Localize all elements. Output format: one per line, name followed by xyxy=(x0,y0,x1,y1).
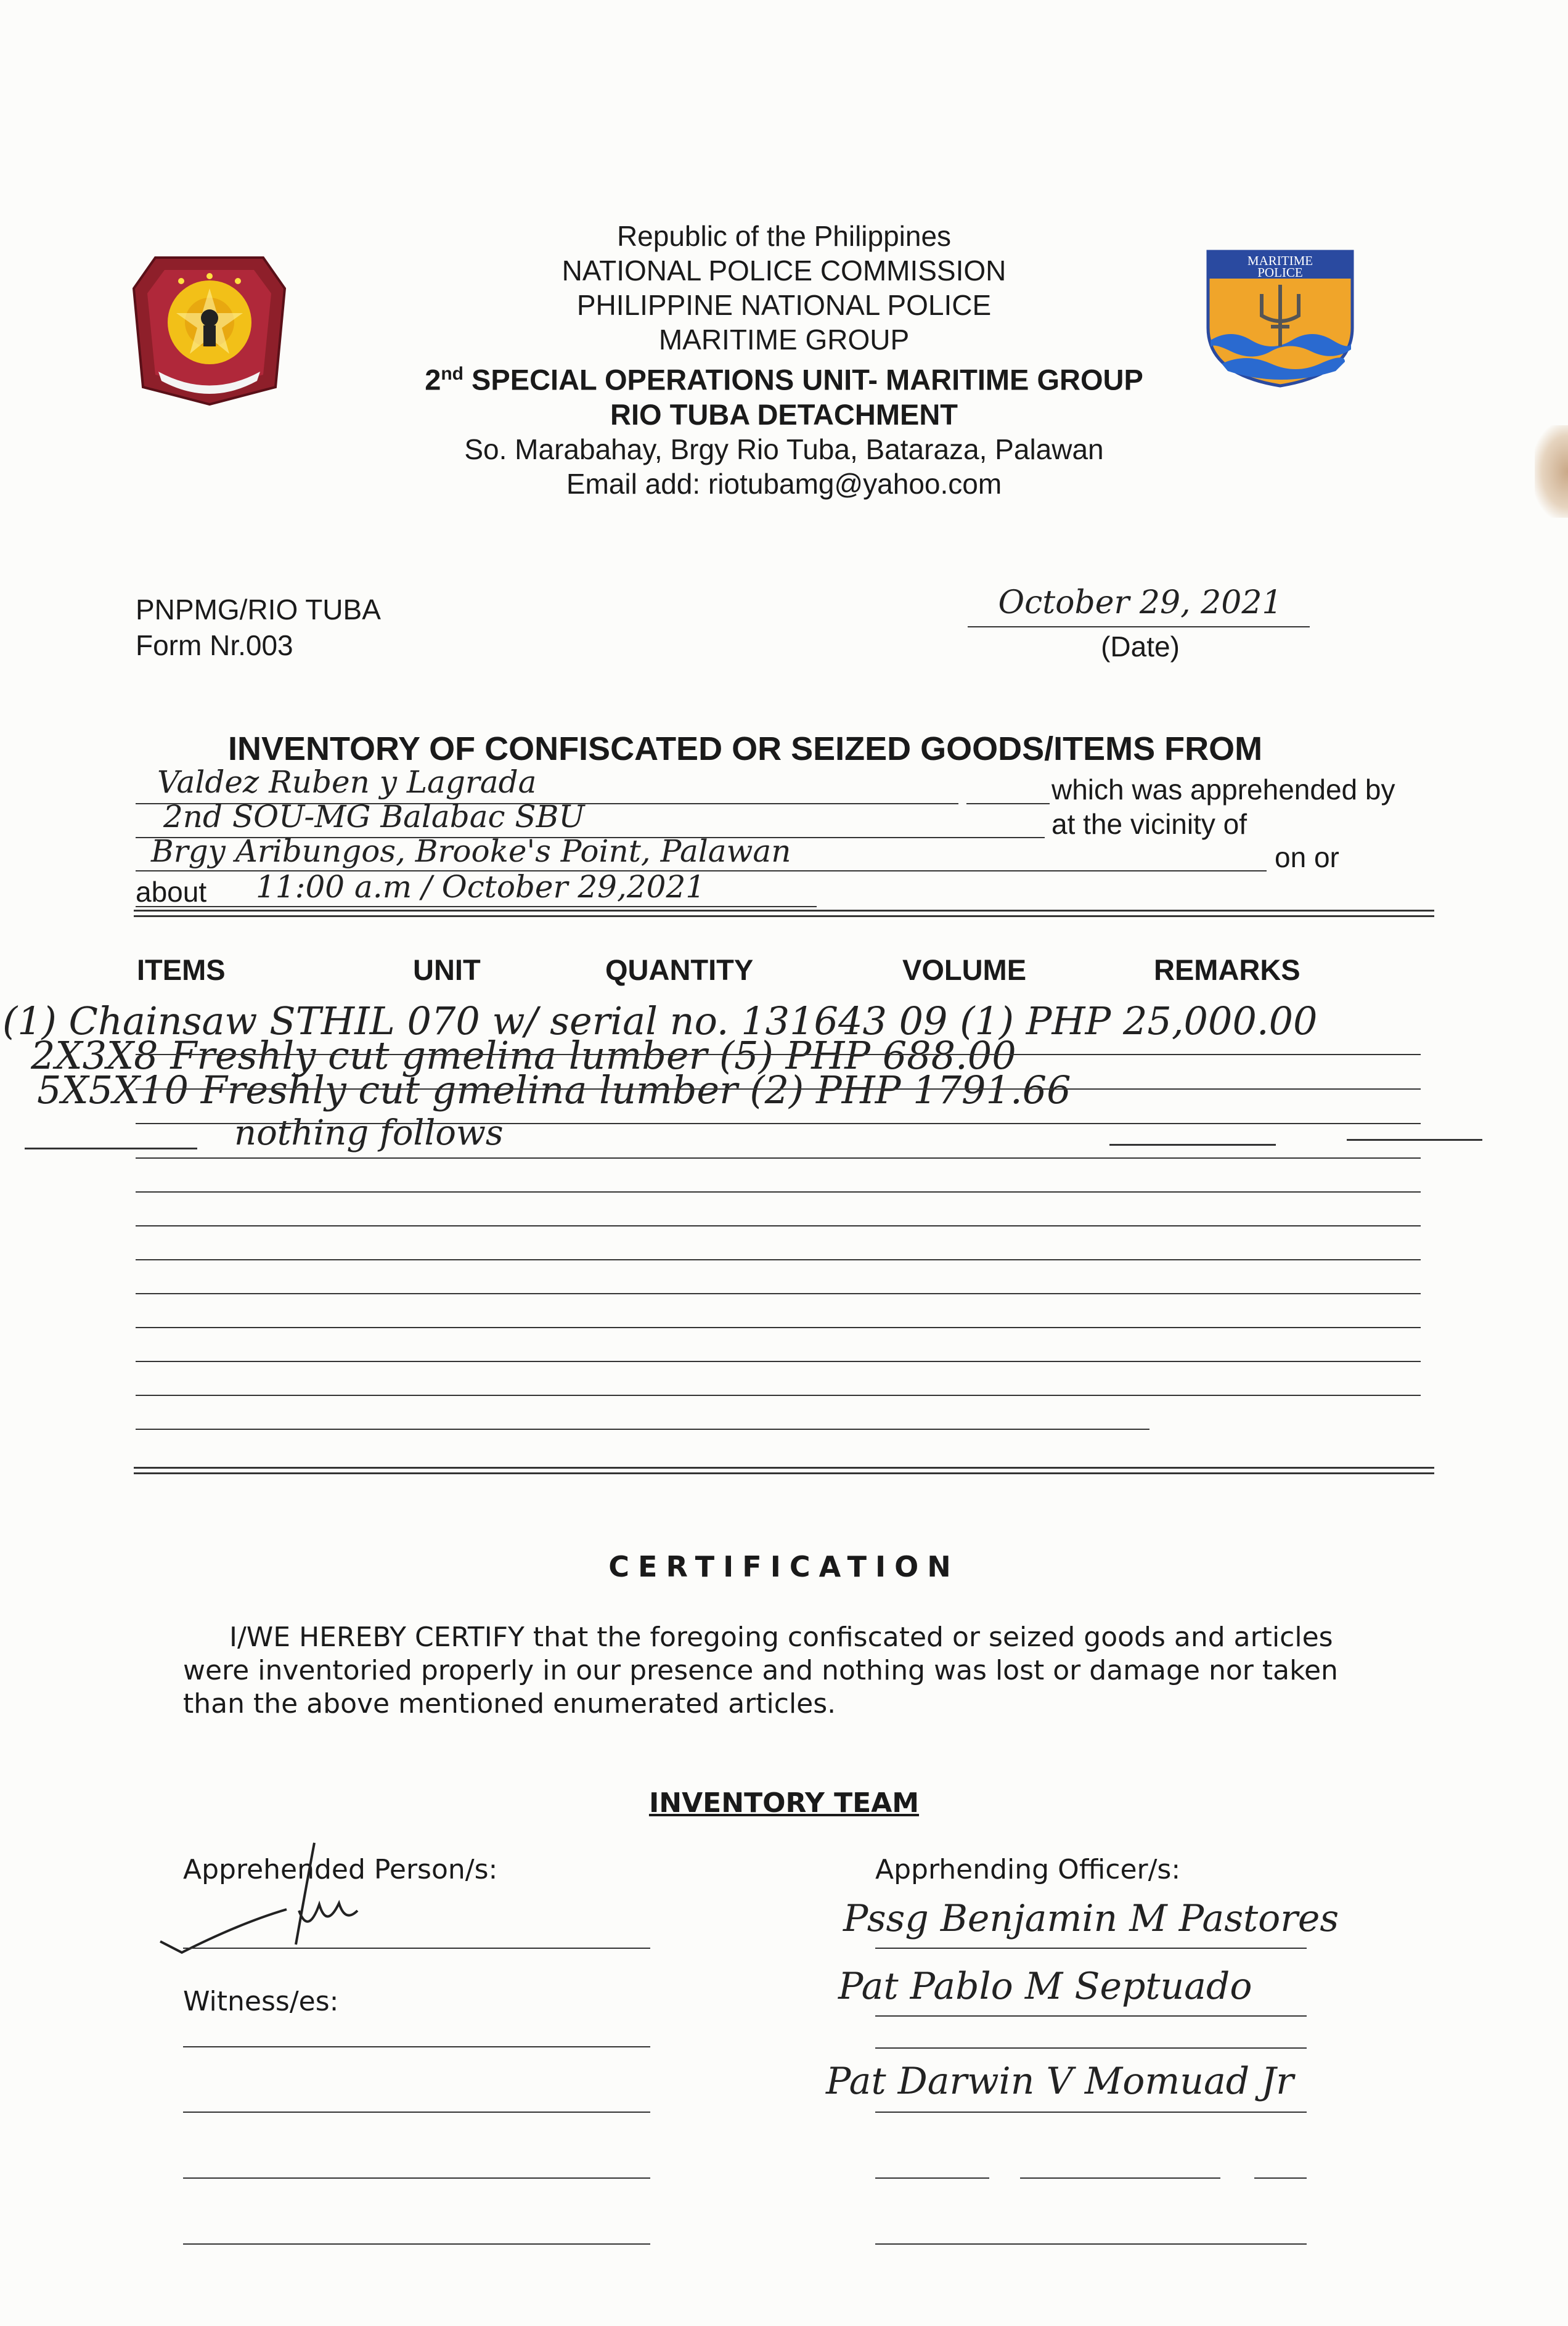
apprehended-persons-label: Apprehended Person/s: xyxy=(183,1854,498,1885)
inventory-team-title: INVENTORY TEAM xyxy=(648,1787,920,1819)
witnesses-label: Witness/es: xyxy=(183,1986,339,2017)
officer-signature: Pssg Benjamin M Pastores xyxy=(843,1897,1339,1940)
item-row: 5X5X10 Freshly cut gmelina lumber (2) PHP 1791.66 xyxy=(37,1067,1071,1112)
vicinity-value: Brgy Aribungos, Brooke's Point, Palawan xyxy=(151,833,791,869)
apprehended-by-value: 2nd SOU-MG Balabac SBU xyxy=(163,799,585,835)
header-pnp: PHILIPPINE NATIONAL POLICE xyxy=(576,289,992,321)
form-number: Form Nr.003 xyxy=(136,629,293,661)
col-remarks: REMARKS xyxy=(1154,953,1301,986)
officer-signature: Pat Pablo M Septuado xyxy=(838,1965,1252,2008)
on-or-label: on or xyxy=(1275,841,1339,873)
item-row: (1) Chainsaw STHIL 070 w/ serial no. 131643 09 (1) PHP 25,000.00 xyxy=(2,998,1318,1043)
item-row: nothing follows xyxy=(234,1113,504,1153)
apprehended-by-label: which was apprehended by xyxy=(1051,773,1395,806)
svg-text:POLICE: POLICE xyxy=(1257,265,1303,280)
from-value: Valdez Ruben y Lagrada xyxy=(157,764,537,800)
item-row: 2X3X8 Freshly cut gmelina lumber (5) PHP 688.00 xyxy=(31,1033,1016,1078)
col-items: ITEMS xyxy=(137,953,226,986)
header-maritime-group: MARITIME GROUP xyxy=(658,324,910,356)
apprehending-officers-label: Apprhending Officer/s: xyxy=(875,1854,1181,1885)
maritime-police-logo xyxy=(1203,248,1357,388)
about-label: about xyxy=(136,876,207,908)
header-napolcom: NATIONAL POLICE COMMISSION xyxy=(561,255,1007,287)
officer-signature: Pat Darwin V Momuad Jr xyxy=(826,2060,1294,2103)
header-republic: Republic of the Philippines xyxy=(616,220,952,252)
vicinity-label: at the vicinity of xyxy=(1051,808,1247,840)
date-value: October 29, 2021 xyxy=(998,584,1283,621)
date-label: (Date) xyxy=(1101,630,1180,663)
pnp-logo xyxy=(131,245,288,407)
col-unit: UNIT xyxy=(413,953,481,986)
header-unit: 2nd SPECIAL OPERATIONS UNIT- MARITIME GROUP xyxy=(425,363,1143,396)
header-detachment: RIO TUBA DETACHMENT xyxy=(610,398,958,431)
certification-text: I/WE HEREBY CERTIFY that the foregoing confiscated or seized goods and articles were inventoried properly in our presence and nothing was lost or damage nor taken than the above mentioned enumerated articles. xyxy=(183,1622,1338,1720)
col-quantity: QUANTITY xyxy=(605,953,754,986)
apprehended-signature xyxy=(154,1837,413,1960)
svg-text:MARITIME: MARITIME xyxy=(1247,253,1313,268)
inventory-title: INVENTORY OF CONFISCATED OR SEIZED GOODS/ITEMS FROM xyxy=(228,730,1263,767)
about-value: 11:00 a.m / October 29,2021 xyxy=(256,869,706,905)
scan-smudge xyxy=(1535,425,1568,518)
col-volume: VOLUME xyxy=(902,953,1027,986)
header-email: Email add: riotubamg@yahoo.com xyxy=(566,467,1002,500)
header-address: So. Marabahay, Brgy Rio Tuba, Bataraza, Palawan xyxy=(464,433,1104,465)
certification-title: CERTIFICATION xyxy=(608,1550,960,1583)
form-office: PNPMG/RIO TUBA xyxy=(136,594,381,626)
